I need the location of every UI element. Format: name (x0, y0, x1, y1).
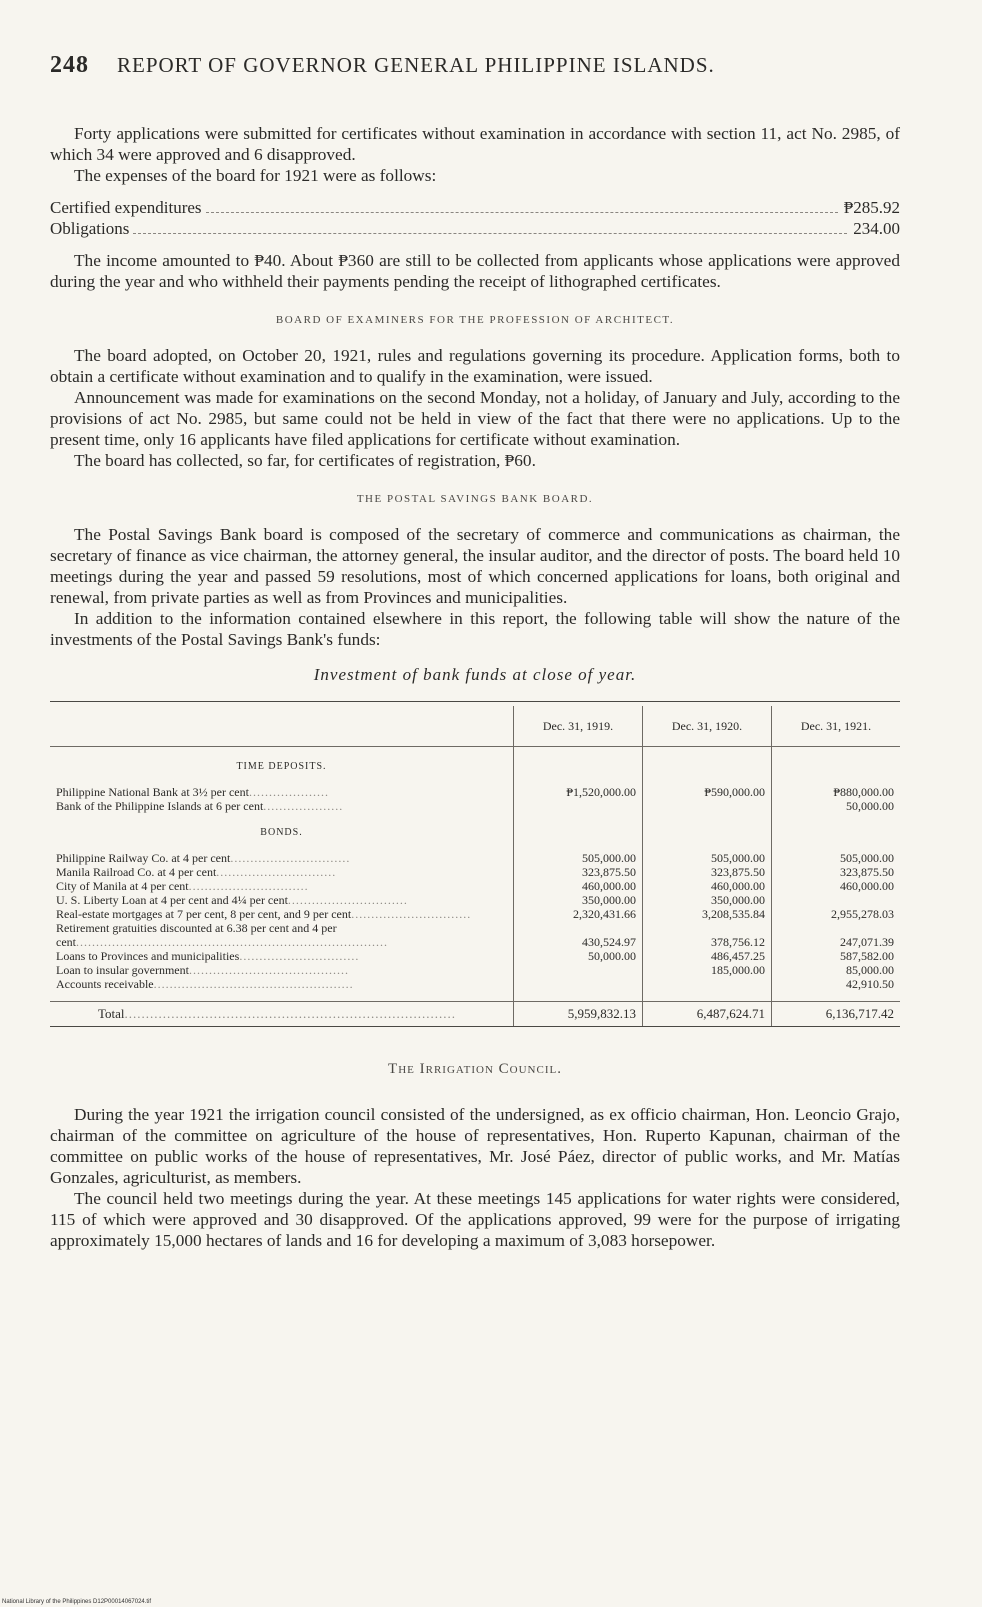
table-caption: Investment of bank funds at close of year. (313, 665, 637, 684)
cell-value: 42,910.50 (772, 977, 901, 991)
cell-value (643, 977, 772, 991)
cell-value: 85,000.00 (772, 963, 901, 977)
row-label: Retirement gratuities discounted at 6.38 per cent and 4 per (56, 921, 337, 935)
cell-value: 587,582.00 (772, 949, 901, 963)
row-label: Loan to insular government (56, 963, 189, 977)
cell-value: 50,000.00 (514, 949, 643, 963)
table-row: Bank of the Philippine Islands at 6 per cent.................... 50,000.00 (50, 799, 900, 813)
cell-value: 505,000.00 (643, 851, 772, 865)
row-label-continuation: cent (56, 935, 76, 949)
row-label: Loans to Provinces and municipalities (56, 949, 240, 963)
cell-value: 460,000.00 (772, 879, 901, 893)
cell-value: ₱1,520,000.00 (514, 785, 643, 799)
table-row: Real-estate mortgages at 7 per cent, 8 per cent, and 9 per cent.............................. 2,320,431.66 3,208,535.84 2,955,278.03 (50, 907, 900, 921)
cell-value: 323,875.50 (772, 865, 901, 879)
table-row: Loans to Provinces and municipalities.............................. 50,000.00 486,457.25 587,582.00 (50, 949, 900, 963)
expense-row (50, 197, 900, 218)
cell-value: 3,208,535.84 (643, 907, 772, 921)
section-heading-postal: THE POSTAL SAVINGS BANK BOARD. (356, 493, 594, 505)
paragraph-architect-rules: The board adopted, on October 20, 1921, rules and regulations governing its procedure. Application forms, both to obtain a certificate without examination and to qualify in the examination, were issued. (50, 346, 900, 386)
cell-value: 505,000.00 (514, 851, 643, 865)
table-row: U. S. Liberty Loan at 4 per cent and 4¼ per cent.............................. 350,000.00 350,000.00 (50, 893, 900, 907)
group-row (50, 813, 900, 851)
page-header (50, 52, 900, 79)
report-page (50, 52, 900, 1251)
table-row: Philippine National Bank at 3½ per cent.................... ₱1,520,000.00 ₱590,000.00 ₱880,000.00 (50, 785, 900, 799)
row-label: Philippine Railway Co. at 4 per cent (56, 851, 231, 865)
page-number: 248 (50, 52, 89, 78)
cell-value: 323,875.50 (514, 865, 643, 879)
table-row: Manila Railroad Co. at 4 per cent.............................. 323,875.50 323,875.50 323,875.50 (50, 865, 900, 879)
group-heading: TIME DEPOSITS. (236, 761, 327, 772)
paragraph-expenses-intro: The expenses of the board for 1921 were as follows: (74, 166, 437, 185)
paragraph-architect-exams: Announcement was made for examinations on the second Monday, not a holiday, of January and July, according to the provisions of act No. 2985, but same could not be held in view of the fact that there were no applications. Up to the present time, only 16 applicants have filed applications for certificate without examination. (50, 388, 900, 449)
running-title: REPORT OF GOVERNOR GENERAL PHILIPPINE ISLANDS. (117, 53, 715, 77)
table-row: Accounts receivable.................................................. 42,910.50 (50, 977, 900, 991)
cell-value (514, 977, 643, 991)
dot-leader (206, 212, 838, 213)
row-label: Real-estate mortgages at 7 per cent, 8 per cent, and 9 per cent (56, 907, 352, 921)
paragraph-income: The income amounted to ₱40. About ₱360 are still to be collected from applicants whose applications were approved during the year and who withheld their payments pending the receipt of lithographed certificates. (50, 251, 900, 291)
paragraph-architect-fees: The board has collected, so far, for certificates of registration, ₱60. (74, 451, 536, 470)
cell-value: 50,000.00 (772, 799, 901, 813)
expense-row (50, 218, 900, 239)
cell-value (643, 799, 772, 813)
total-value: 6,136,717.42 (772, 1002, 901, 1027)
cell-value: 185,000.00 (643, 963, 772, 977)
cell-value: 486,457.25 (643, 949, 772, 963)
cell-value: 460,000.00 (514, 879, 643, 893)
cell-value: 247,071.39 (772, 921, 901, 949)
column-header: Dec. 31, 1921. (772, 706, 901, 747)
cell-value: 2,320,431.66 (514, 907, 643, 921)
section-heading-architect: BOARD OF EXAMINERS FOR THE PROFESSION OF ARCHITECT. (275, 314, 675, 326)
cell-value: 378,756.12 (643, 921, 772, 949)
cell-value: 430,524.97 (514, 921, 643, 949)
paragraph-irrigation-members: During the year 1921 the irrigation council consisted of the undersigned, as ex officio chairman, Hon. Leoncio Grajo, chairman of the committee on agriculture of the house of representatives, Hon. Ruperto Kapunan, chairman of the committee on public works of the house of representatives, Mr. José Páez, director of public works, and Mr. Matías Gonzales, agriculturist, as members. (50, 1105, 900, 1187)
cell-value: 350,000.00 (514, 893, 643, 907)
paragraph-postal-board: The Postal Savings Bank board is composed of the secretary of commerce and communications as chairman, the secretary of finance as vice chairman, the attorney general, the insular auditor, and the director of posts. The board held 10 meetings during the year and passed 59 resolutions, most of which concerned applications for loans, both original and renewal, from private parties as well as from Provinces and municipalities. (50, 525, 900, 607)
table-row: City of Manila at 4 per cent.............................. 460,000.00 460,000.00 460,000.00 (50, 879, 900, 893)
total-label: Total (98, 1006, 125, 1021)
expense-amount: 234.00 (853, 219, 900, 238)
table-row: Retirement gratuities discounted at 6.38 per cent and 4 per cent.............................................................................. 430,524.97 378,756.12 247,071.39 (50, 921, 900, 949)
paragraph-irrigation-meetings: The council held two meetings during the year. At these meetings 145 applications for water rights were considered, 115 of which were approved and 30 disapproved. Of the applications approved, 99 were for the purpose of irrigating approximately 15,000 hectares of lands and 16 for developing a maximum of 3,083 horsepower. (50, 1189, 900, 1250)
paragraph-postal-table-intro: In addition to the information contained elsewhere in this report, the following table will show the nature of the investments of the Postal Savings Bank's funds: (50, 609, 900, 649)
scan-footer: National Library of the Philippines D12P00014067024.tif (2, 1599, 152, 1605)
cell-value: ₱880,000.00 (772, 785, 901, 799)
stub-header (50, 706, 514, 747)
expense-amount: ₱285.92 (843, 198, 900, 217)
row-label: U. S. Liberty Loan at 4 per cent and 4¼ per cent (56, 893, 288, 907)
total-value: 5,959,832.13 (514, 1002, 643, 1027)
cell-value (772, 893, 901, 907)
column-header: Dec. 31, 1920. (643, 706, 772, 747)
group-row (50, 747, 900, 786)
row-label: City of Manila at 4 per cent (56, 879, 189, 893)
table-row: Loan to insular government........................................ 185,000.00 85,000.00 (50, 963, 900, 977)
table-row: Philippine Railway Co. at 4 per cent.............................. 505,000.00 505,000.00 505,000.00 (50, 851, 900, 865)
column-header: Dec. 31, 1919. (514, 706, 643, 747)
total-row: Total.............................................................................. 5,959,832.13 6,487,624.71 6,136,717.42 (50, 1002, 900, 1027)
row-label: Accounts receivable (56, 977, 154, 991)
expense-label: Obligations (50, 219, 130, 238)
cell-value: 2,955,278.03 (772, 907, 901, 921)
section-heading-irrigation: The Irrigation Council. (388, 1061, 562, 1077)
cell-value: ₱590,000.00 (643, 785, 772, 799)
paragraph-certificates: Forty applications were submitted for certificates without examination in accordance with section 11, act No. 2985, of which 34 were approved and 6 disapproved. (50, 124, 900, 164)
cell-value: 460,000.00 (643, 879, 772, 893)
row-label: Bank of the Philippine Islands at 6 per cent (56, 799, 264, 813)
cell-value (514, 963, 643, 977)
cell-value: 323,875.50 (643, 865, 772, 879)
total-value: 6,487,624.71 (643, 1002, 772, 1027)
group-heading: BONDS. (260, 827, 303, 838)
expenses-list (50, 197, 900, 239)
investment-table (50, 701, 900, 1027)
cell-value: 350,000.00 (643, 893, 772, 907)
table-header-row (50, 706, 900, 747)
cell-value (514, 799, 643, 813)
cell-value: 505,000.00 (772, 851, 901, 865)
row-label: Philippine National Bank at 3½ per cent (56, 785, 249, 799)
row-label: Manila Railroad Co. at 4 per cent (56, 865, 217, 879)
dot-leader (133, 233, 847, 234)
expense-label: Certified expenditures (50, 198, 202, 217)
